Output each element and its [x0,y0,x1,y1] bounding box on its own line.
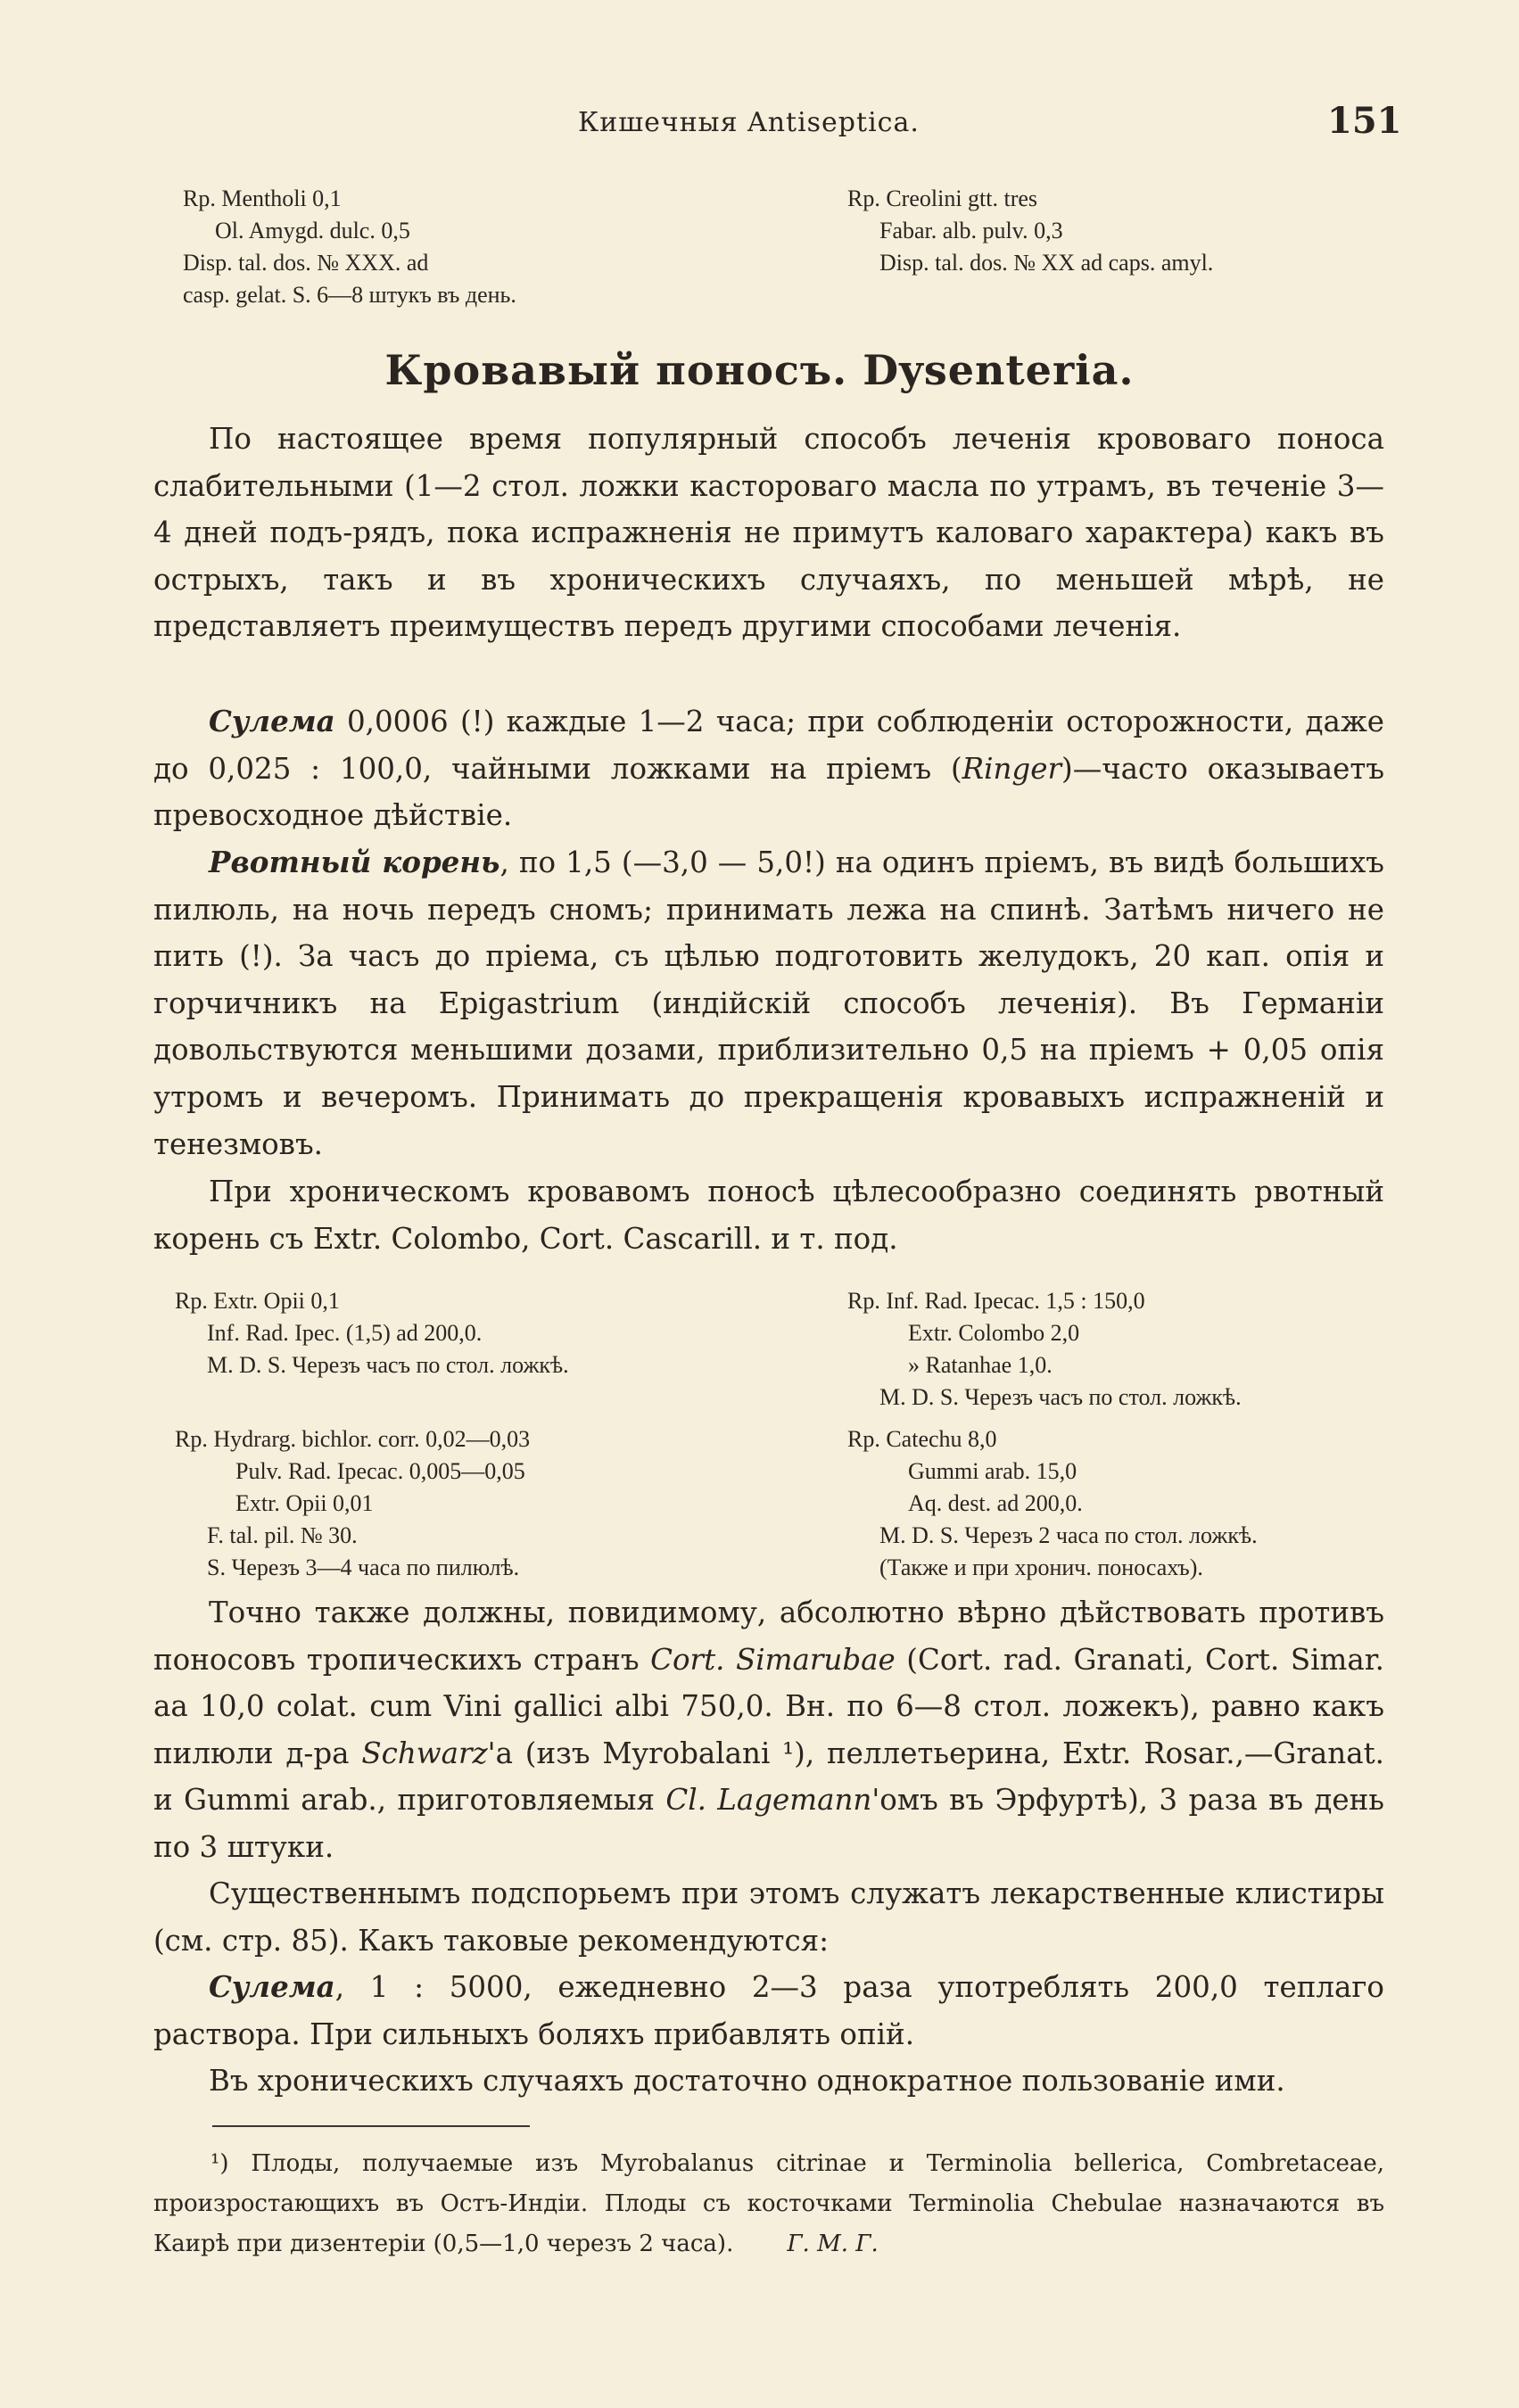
paragraph-sublimate [153,698,1384,839]
prescription-creolin [847,183,1213,279]
rx-line: » Ratanhae 1,0. [908,1352,1053,1378]
page-header [0,100,1519,144]
drug-name: Cort. Simarubae [650,1642,896,1677]
author-name: Cl. Lagemann [665,1783,872,1818]
section-title: Кровавый поносъ. Dysenteria. [384,346,1135,394]
paragraph-enema: Существеннымъ подспорьемъ при этомъ служатъ лекарственные клистиры (см. стр. 85). Какъ таковые рекомендуются: [153,1876,1384,1958]
rx-line: M. D. S. Черезъ часъ по стол. ложкѣ. [207,1352,569,1378]
paragraph-chronic: При хроническомъ кровавомъ поносѣ цѣлесообразно соединять рвотный корень съ Extr. Colombo, Cort. Cascarill. и т. под. [153,1175,1384,1256]
paragraph-ipecac [153,839,1384,1167]
prescription-catechu [847,1423,1258,1584]
rx-line: M. D. S. Черезъ 2 часа по стол. ложкѣ. [879,1522,1258,1548]
drug-name: Сулема [209,1969,335,2004]
footnote-text: ¹) Плоды, получаемые изъ Myrobalanus citrinae и Terminolia bellerica, Combretaceae, произростающихъ въ Остъ-Индіи. Плоды съ косточками Terminolia Chebulae назначаются въ Каирѣ при дизентеріи (0,5—1,0 черезъ 2 часа). [153,2150,1384,2257]
paragraph-text: , 1 : 5000, ежедневно 2—3 раза употреблять 200,0 теплаго раствора. При сильныхъ боляхъ прибавлять опій. [153,1970,1384,2051]
rx-line: Rp. Hydrarg. bichlor. corr. 0,02—0,03 [175,1426,531,1452]
rx-line: Ol. Amygd. dulc. 0,5 [215,218,410,243]
rx-line: M. D. S. Черезъ часъ по стол. ложкѣ. [879,1384,1242,1410]
rx-line: Rp. Inf. Rad. Ipecac. 1,5 : 150,0 [847,1288,1145,1314]
footnote-signature: Г. М. Г. [787,2231,879,2257]
rx-line: Disp. tal. dos. № XX ad caps. amyl. [879,250,1214,276]
paragraph-text: 'омъ въ Эрфуртѣ), 3 раза въ день по 3 штуки. [153,1783,1384,1864]
paragraph-1: По настоящее время популярный способъ леченія крововаго поноса слабительными (1—2 стол. ложки кастороваго масла по утрамъ, въ теченіе 3—4 дней подъ-рядъ, пока испражненія не примутъ каловаго характера) какъ въ острыхъ, такъ и въ хроническихъ случаяхъ, по меньшей мѣрѣ, не представляетъ преимуществъ передъ другими способами леченія. [153,422,1384,644]
paragraph-text: 'а (изъ Myrobalani ¹), пеллетьерина, Extr. Rosar.,—Granat. и Gummi arab., приготовляемыя [153,1736,1384,1818]
paragraph-sublimate-enema [153,1964,1384,2058]
rx-line: Rp. Mentholi 0,1 [183,186,342,211]
paragraph-text: (Cort. rad. Granati, Cort. Simar. aa 10,0 colat. cum Vini gallici albi 750,0. Вн. по 6—8 стол. ложекъ), равно какъ пилюли д-ра [153,1642,1384,1770]
footnote [153,2144,1384,2264]
running-title: Кишечныя Antiseptica. [578,107,920,138]
rx-line: Extr. Colombo 2,0 [908,1320,1080,1346]
rx-line: S. Черезъ 3—4 часа по пилюлѣ. [207,1554,520,1580]
rx-line: casp. gelat. S. 6—8 штукъ въ день. [183,282,516,308]
paragraph-text: Точно также должны, повидимому, абсолютно вѣрно дѣйствовать противъ поносовъ тропическихъ странъ [153,1596,1384,1677]
paragraph-text: )—часто оказываетъ превосходное дѣйствіе. [153,751,1384,833]
drug-name: Рвотный корень [209,845,500,879]
footnote-divider [212,2125,530,2127]
author-name: Ringer [962,751,1062,786]
paragraph-text: 0,0006 (!) каждые 1—2 часа; при соблюденіи осторожности, даже до 0,025 : 100,0, чайными ложками на пріемъ ( [153,705,1384,786]
rx-line: Fabar. alb. pulv. 0,3 [879,218,1063,243]
paragraph-final: Въ хроническихъ случаяхъ достаточно однократное пользованіе ими. [209,2064,1285,2098]
rx-line: Rp. Catechu 8,0 [847,1426,997,1452]
page-number: 151 [1327,100,1402,142]
prescription-menthol [183,183,516,311]
prescription-ipecac-colombo [847,1285,1242,1414]
rx-line: Disp. tal. dos. № XXX. ad [183,250,429,276]
rx-line: Extr. Opii 0,01 [235,1490,374,1516]
rx-line: Gummi arab. 15,0 [908,1458,1077,1484]
rx-line: Inf. Rad. Ipec. (1,5) ad 200,0. [207,1320,483,1346]
author-name: Schwarz [361,1736,488,1770]
drug-name: Сулема [209,704,335,738]
paragraph-text: , по 1,5 (—3,0 — 5,0!) на одинъ пріемъ, въ видѣ большихъ пилюль, на ночь передъ сномъ; принимать лежа на спинѣ. Затѣмъ ничего не пить (!). За часъ до пріема, съ цѣлью подготовить желудокъ, 20 кап. опія и горчичникъ на Epigastrium (индійскій способъ леченія). Въ Германіи довольствуются меньшими дозами, приблизительно 0,5 на пріемъ + 0,05 опія утромъ и вечеромъ. Принимать до прекращенія кровавыхъ испражненій и тенезмовъ. [153,845,1384,1161]
rx-line: Rp. Extr. Opii 0,1 [175,1288,340,1314]
rx-line: F. tal. pil. № 30. [207,1522,358,1548]
rx-line: Aq. dest. ad 200,0. [908,1490,1083,1516]
prescription-hydrargyrum [175,1423,530,1584]
rx-line: (Также и при хронич. поносахъ). [879,1554,1203,1580]
rx-line: Pulv. Rad. Ipecac. 0,005—0,05 [235,1458,525,1484]
prescription-opium-ipec [175,1285,569,1381]
rx-line: Rp. Creolini gtt. tres [847,186,1038,211]
paragraph-tropical [153,1589,1384,1871]
